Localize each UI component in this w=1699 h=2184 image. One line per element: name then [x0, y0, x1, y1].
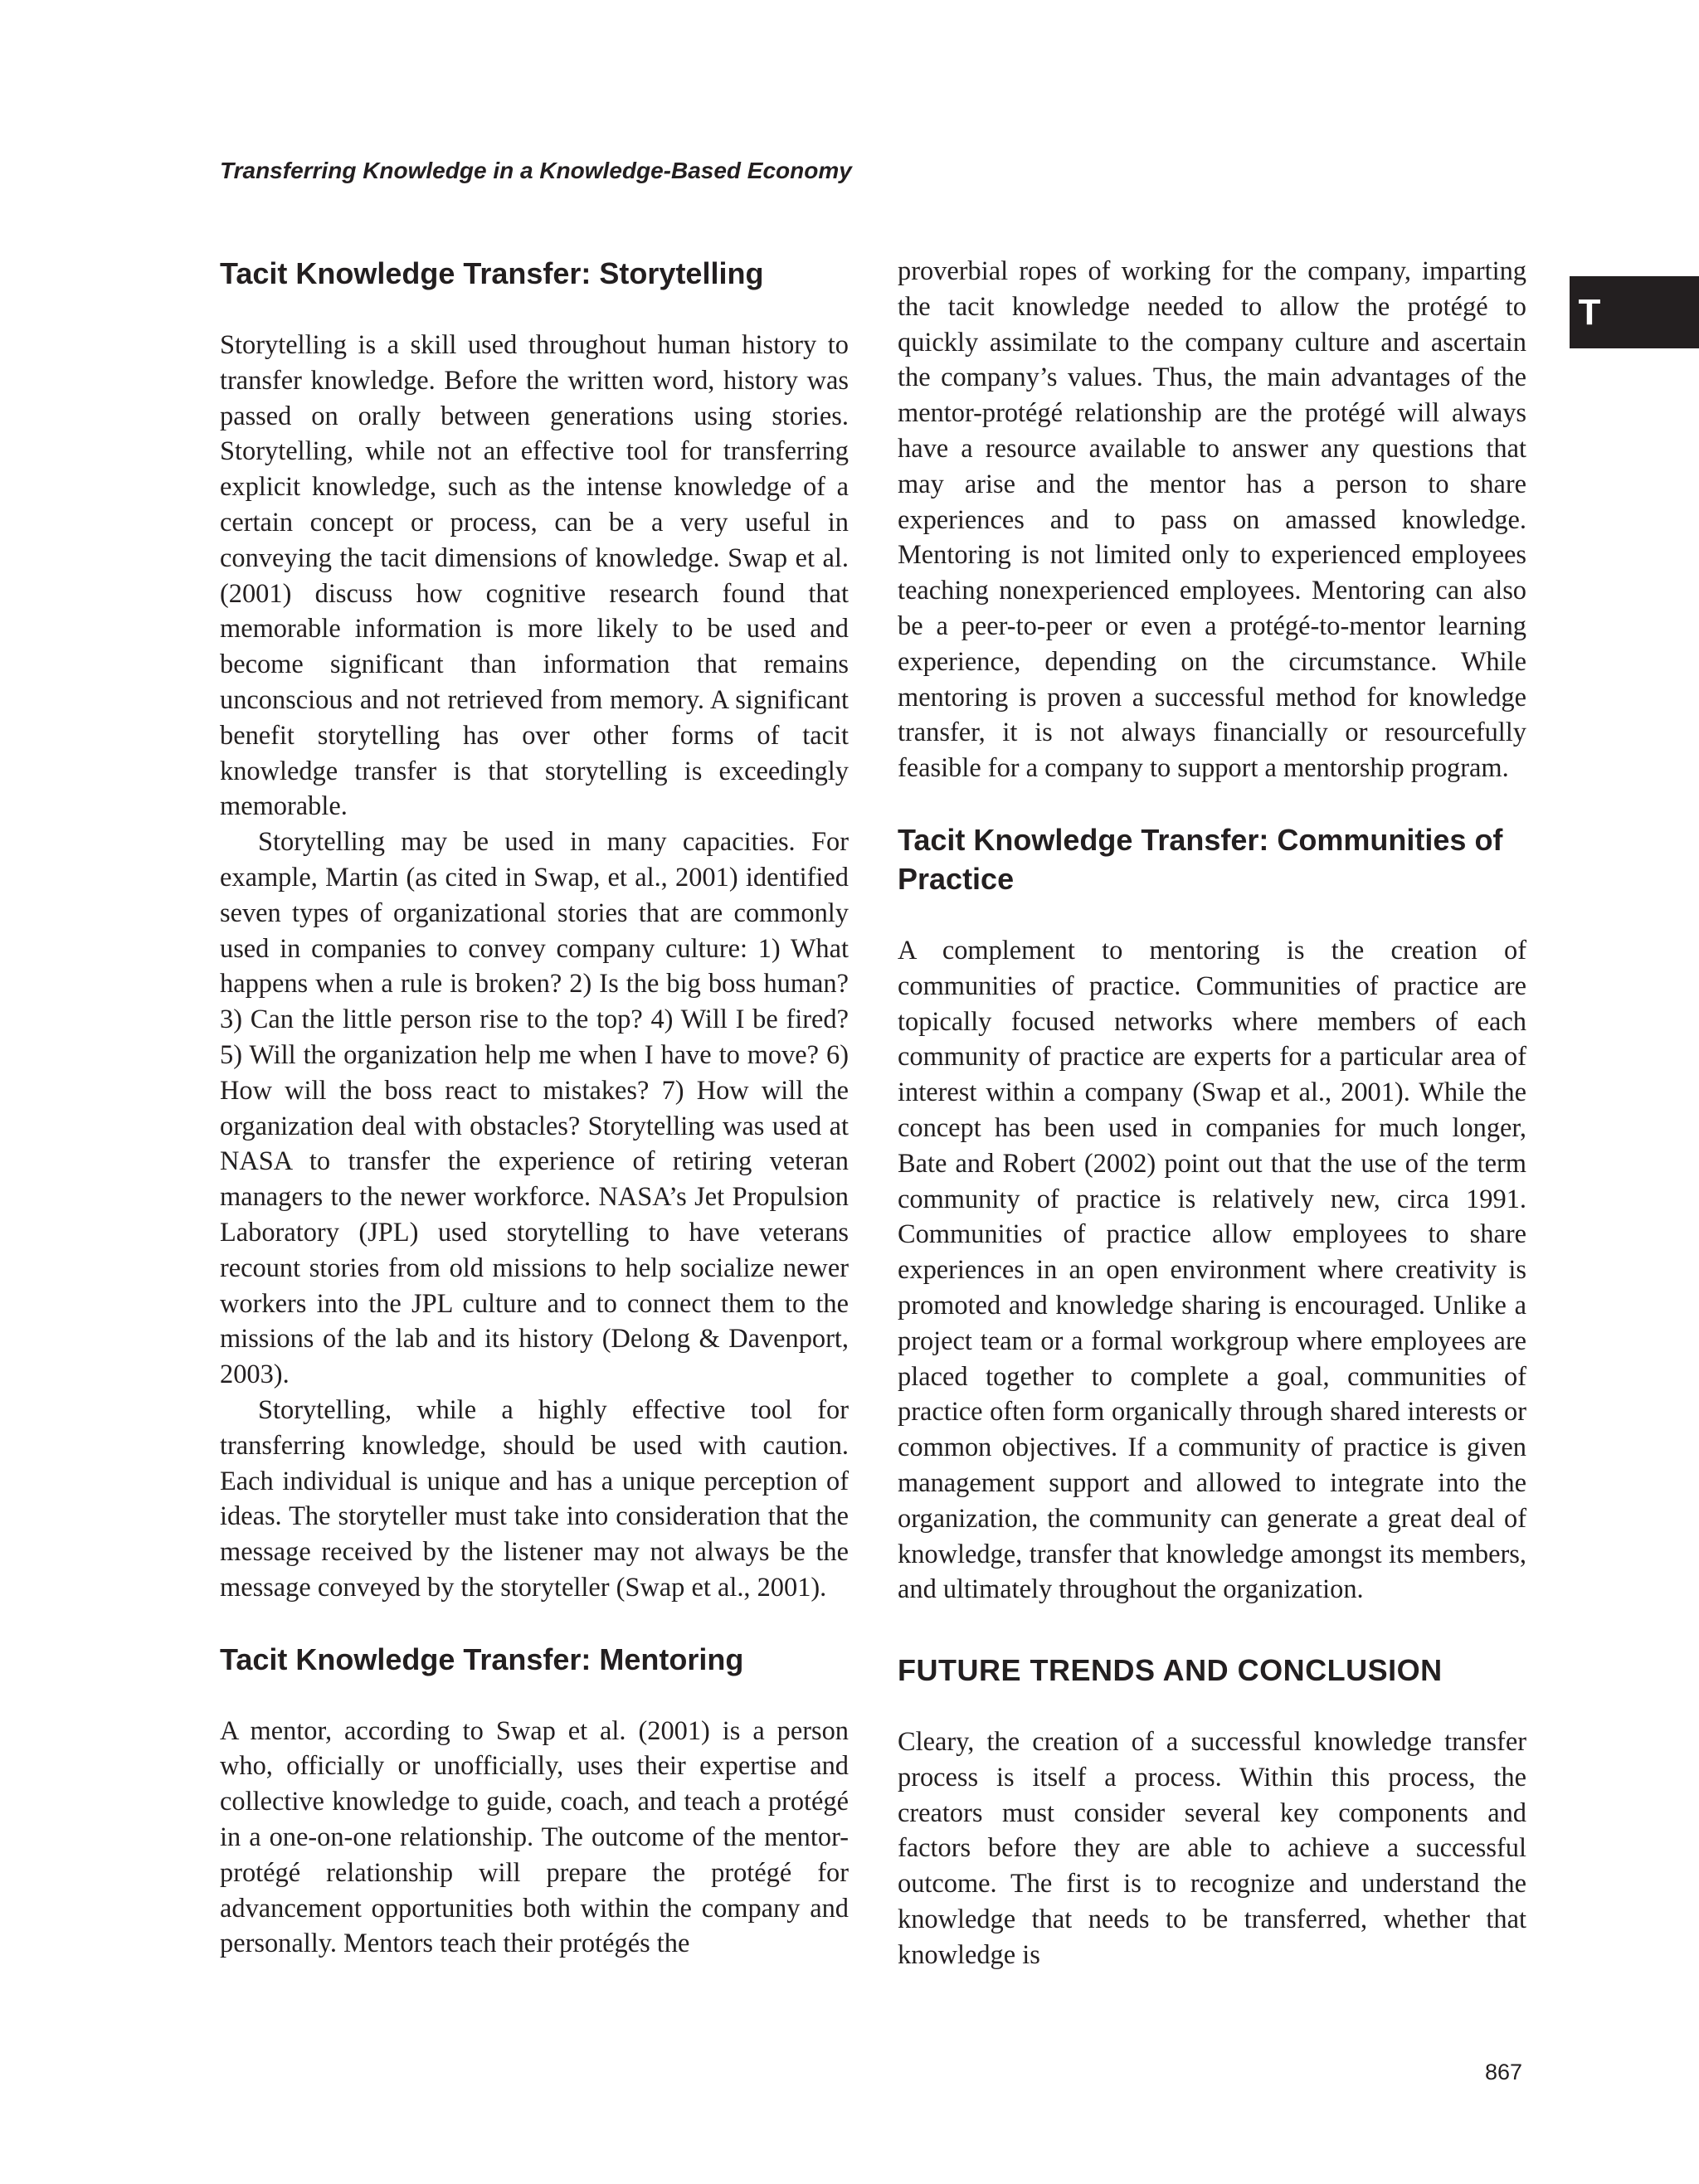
communities-paragraph-1: A complement to mentoring is the creation of communities of practice. Communities of practice are topically focused networks where members of each community of practice are experts for a particular area of interest within a company (Swap et al., 2001). While the concept has been used in companies for much longer, Bate and Robert (2002) point out that the use of the term community of practice is relatively new, circa 1991. Communities of practice allow employees to share experiences in an open environment where creativity is promoted and knowledge sharing is encouraged. Unlike a project team or a formal workgroup where employees are placed together to complete a goal, communities of practice often form organically through shared interests or common objectives. If a community of practice is given management support and allowed to integrate into the organization, the community can generate a great deal of knowledge, transfer that knowledge amongst its members, and ultimately throughout the organization. [898, 935, 1526, 1605]
heading-communities-of-practice: Tacit Knowledge Transfer: Communities of Practice [898, 822, 1503, 896]
heading-future-trends: FUTURE TRENDS AND CONCLUSION [898, 1653, 1443, 1688]
running-head: Transferring Knowledge in a Knowledge-Based Economy [220, 158, 852, 183]
section-tab-letter: T [1578, 292, 1601, 333]
left-column [220, 254, 849, 1962]
section-tab-marker [1570, 276, 1699, 348]
storytelling-paragraph-1: Storytelling is a skill used throughout human history to transfer knowledge. Before the written word, history was passed on orally between generations using stories. Storytelling, while not an effective tool for transferring explicit knowledge, such as the intense knowledge of a certain concept or process, can be a very useful in conveying the tacit dimensions of knowledge. Swap et al. (2001) discuss how cognitive research found that memorable information is more likely to be used and become significant than information that remains unconscious and not retrieved from memory. A significant benefit storytelling has over other forms of tacit knowledge transfer is that storytelling is exceedingly memorable. [220, 330, 849, 822]
page-number: 867 [1485, 2060, 1523, 2084]
future-trends-paragraph-1: Cleary, the creation of a successful knowledge transfer process is itself a process. Within this process, the creators must consider several key components and factors before they are able to achieve a successful outcome. The first is to recognize and understand the knowledge that needs to be transferred, whether that knowledge is [898, 1727, 1526, 1970]
storytelling-paragraph-2: Storytelling may be used in many capacities. For example, Martin (as cited in Swap, et al., 2001) identified seven types of organizational stories that are commonly used in companies to convey company culture: 1) What happens when a rule is broken? 2) Is the big boss human? 3) Can the little person rise to the top? 4) Will I be fired? 5) Will the organization help me when I have to move? 6) How will the boss react to mistakes? 7) How will the organization deal with obstacles? Storytelling was used at NASA to transfer the experience of retiring veteran managers to the newer workforce. NASA’s Jet Propulsion Laboratory (JPL) used storytelling to have veterans recount stories from old missions to help socialize newer workers into the JPL culture and to connect them to the missions of the lab and its history (Delong & Davenport, 2003). [220, 827, 849, 1390]
heading-mentoring: Tacit Knowledge Transfer: Mentoring [220, 1642, 744, 1676]
mentoring-paragraph-continued: proverbial ropes of working for the company, imparting the tacit knowledge needed to allow the protégé to quickly assimilate to the company culture and ascertain the company’s values. Thus, the main advantages of the mentor-protégé relationship are the protégé will always have a resource available to answer any questions that may arise and the mentor has a person to share experiences and to pass on amassed knowledge. Mentoring is not limited only to experienced employees teaching nonexperienced employees. Mentoring can also be a peer-to-peer or even a protégé-to-mentor learning experience, depending on the circumstance. While mentoring is proven a successful method for knowledge transfer, it is not always financially or resourcefully feasible for a company to support a mentorship program. [898, 256, 1526, 784]
storytelling-paragraph-3: Storytelling, while a highly effective tool for transferring knowledge, should be used with caution. Each individual is unique and has a unique perception of ideas. The storyteller must take into consideration that the message received by the listener may not always be the message conveyed by the storyteller (Swap et al., 2001). [220, 1394, 849, 1603]
right-column [898, 254, 1526, 1973]
heading-storytelling: Tacit Knowledge Transfer: Storytelling [220, 256, 764, 290]
mentoring-paragraph-1: A mentor, according to Swap et al. (2001) is a person who, officially or unofficially, uses their expertise and collective knowledge to guide, coach, and teach a protégé in a one-on-one relationship. The outcome of the mentor-protégé relationship will prepare the protégé for advancement opportunities both within the company and personally. Mentors teach their protégés the [220, 1715, 849, 1959]
